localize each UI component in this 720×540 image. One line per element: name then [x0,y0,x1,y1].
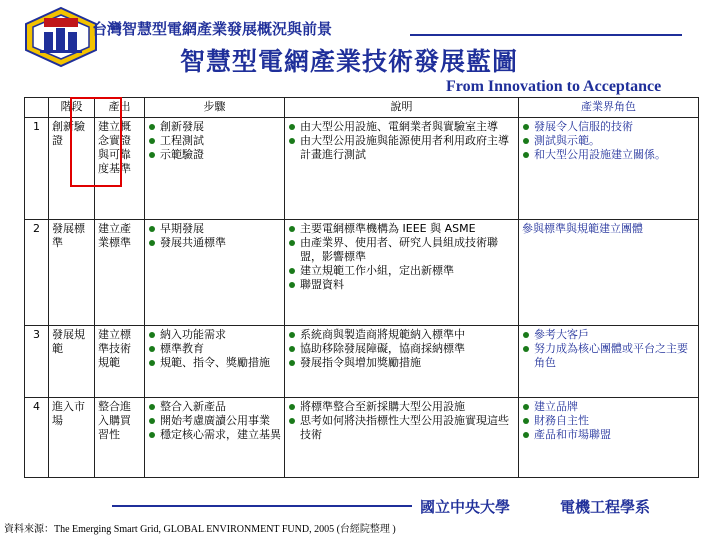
row-output: 建立產業標準 [95,220,145,326]
list-item: 規範、指令、獎勵措施 [148,356,281,370]
roadmap-body [25,118,699,478]
university-name: 國立中央大學 [420,498,511,516]
list-item: 協助移除發展障礙，協商採納標準 [288,342,515,356]
row-steps [145,398,285,478]
row-stage: 創新驗證 [49,118,95,220]
row-description [285,118,519,220]
row-output: 整合進入購買習性 [95,398,145,478]
header-num [25,98,49,118]
row-industry-role [519,398,699,478]
row-number: 4 [25,398,49,478]
row-description-list [288,328,515,370]
header-output: 產出 [95,98,145,118]
list-item: 聯盟資料 [288,278,515,292]
list-item: 主要電網標準機構為 IEEE 與 ASME [288,222,515,236]
list-item: 參考大客戶 [522,328,695,342]
presentation-subtitle: 台灣智慧型電網產業發展概況與前景 [92,20,333,38]
row-steps-list [148,120,281,162]
header-steps: 步驟 [145,98,285,118]
row-description-list [288,400,515,442]
list-item: 開始考慮廣讀公用事業 [148,414,281,428]
list-item: 測試與示範。 [522,134,695,148]
list-item: 和大型公用設施建立關係。 [522,148,695,162]
list-item: 產品和市場聯盟 [522,428,695,442]
table-row [25,398,699,478]
page-title: 智慧型電網產業技術發展藍圖 [180,47,519,76]
row-industry-role-list [522,400,695,442]
row-output: 建立標準技術規範 [95,326,145,398]
source-note: 資料來源：The Emerging Smart Grid, GLOBAL ENVIRONMENT FUND, 2005 (台經院整理 ) [4,524,396,535]
row-steps [145,220,285,326]
row-stage: 發展標準 [49,220,95,326]
header-stage: 階段 [49,98,95,118]
row-steps-list [148,400,281,442]
row-stage: 進入市場 [49,398,95,478]
row-description-list [288,222,515,292]
list-item: 穩定核心需求，建立基異 [148,428,281,442]
list-item: 創新發展 [148,120,281,134]
row-description [285,220,519,326]
row-output: 建立概念實證與可靠度基準 [95,118,145,220]
role-text: 參與標準與規範建立團體 [522,222,643,235]
list-item: 發展令人信服的技術 [522,120,695,134]
row-number: 2 [25,220,49,326]
university-seal-icon [22,6,100,68]
list-item: 納入功能需求 [148,328,281,342]
list-item: 財務自主性 [522,414,695,428]
table-header-row [25,98,699,118]
list-item: 由產業界、使用者、研究人員組成技術聯盟，影響標準 [288,236,515,264]
row-steps-list [148,222,281,250]
row-industry-role-list [522,120,695,162]
list-item: 早期發展 [148,222,281,236]
list-item: 系統商與製造商將規範納入標準中 [288,328,515,342]
list-item: 標準教育 [148,342,281,356]
list-item: 工程測試 [148,134,281,148]
header-industry-role: 產業界角色 [519,98,699,118]
row-industry-role [519,118,699,220]
list-item: 發展指令與增加獎勵措施 [288,356,515,370]
list-item: 建立品牌 [522,400,695,414]
row-industry-role [519,220,699,326]
list-item: 努力成為核心團體或平台之主要角色 [522,342,695,370]
row-description-list [288,120,515,162]
list-item: 示範驗證 [148,148,281,162]
roadmap-table [24,97,699,478]
list-item: 發展共通標準 [148,236,281,250]
list-item: 將標準整合至新採購大型公用設施 [288,400,515,414]
list-item: 整合入新產品 [148,400,281,414]
list-item: 建立規範工作小組，定出新標準 [288,264,515,278]
row-description [285,398,519,478]
row-stage: 發展規範 [49,326,95,398]
list-item: 思考如何將決指標性大型公用設施實現這些技術 [288,414,515,442]
header-divider [410,34,682,36]
table-row [25,220,699,326]
footer-divider [112,505,412,507]
row-number: 1 [25,118,49,220]
department-name: 電機工程學系 [560,498,651,516]
row-steps [145,326,285,398]
table-row [25,118,699,220]
list-item: 由大型公用設施與能源使用者利用政府主導計畫進行測試 [288,134,515,162]
row-industry-role [519,326,699,398]
row-description [285,326,519,398]
row-steps-list [148,328,281,370]
tagline: From Innovation to Acceptance [446,78,662,95]
table-row [25,326,699,398]
row-number: 3 [25,326,49,398]
row-industry-role-list [522,328,695,370]
row-steps [145,118,285,220]
header-description: 說明 [285,98,519,118]
list-item: 由大型公用設施、電網業者與實驗室主導 [288,120,515,134]
